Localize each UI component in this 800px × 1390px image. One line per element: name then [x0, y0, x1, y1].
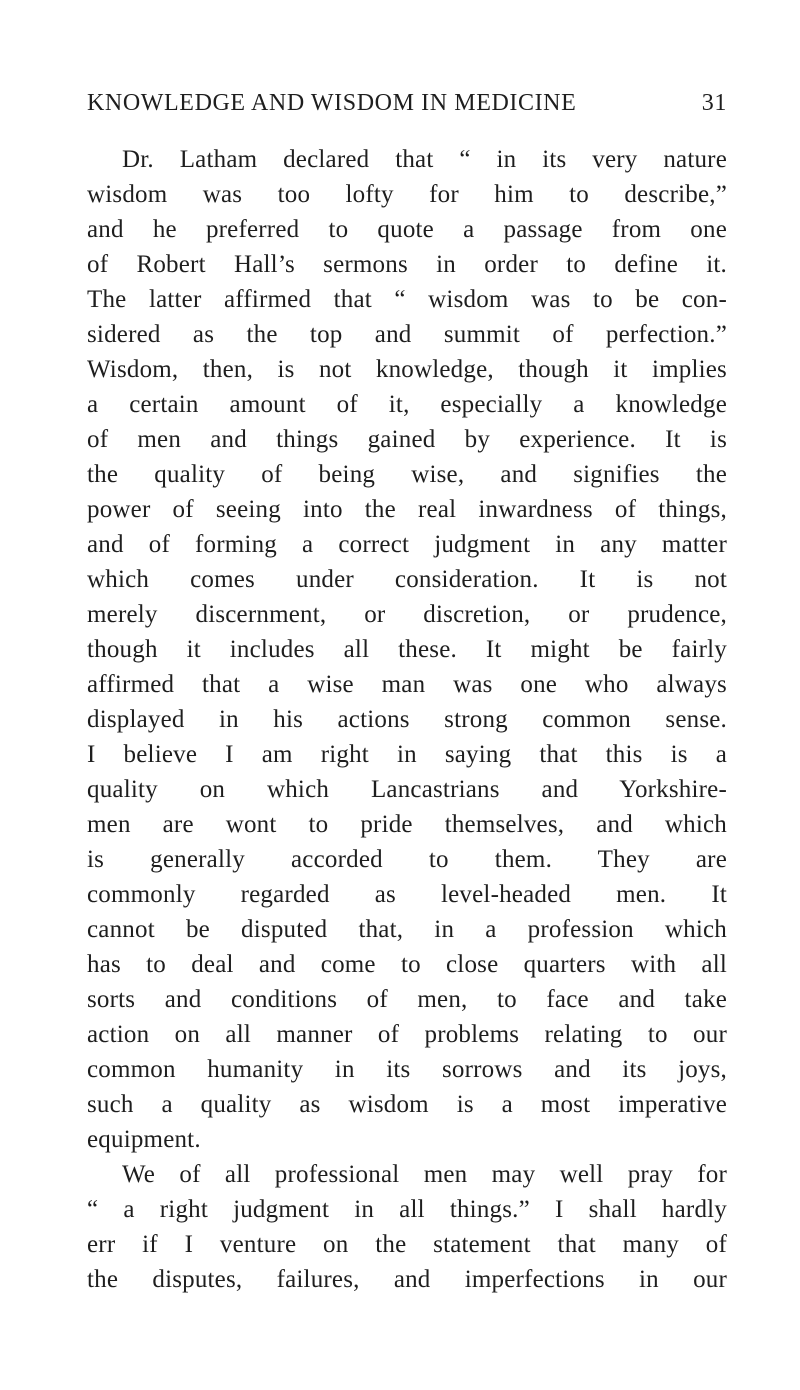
- text-line: has to deal and come to close quarters with all: [87, 951, 727, 978]
- text-line: of men and things gained by experience. It is: [87, 426, 727, 453]
- text-line: wisdom was too lofty for him to describe,”: [87, 181, 727, 208]
- text-line: and he preferred to quote a passage from one: [87, 216, 727, 243]
- text-line: quality on which Lancastrians and Yorkshire-: [87, 776, 727, 803]
- text-line: action on all manner of problems relating to our: [87, 1021, 727, 1048]
- text-line: displayed in his actions strong common sense.: [87, 706, 727, 733]
- text-line: merely discernment, or discretion, or prudence,: [87, 601, 727, 628]
- text-line: of Robert Hall’s sermons in order to define it.: [87, 251, 727, 278]
- text-line: commonly regarded as level-headed men. It: [87, 881, 727, 908]
- text-line: the quality of being wise, and signifies the: [87, 461, 727, 488]
- text-line: affirmed that a wise man was one who always: [87, 671, 727, 698]
- page-number: 31: [701, 90, 727, 116]
- text-line: err if I venture on the statement that many of: [87, 1231, 727, 1258]
- running-head-title: KNOWLEDGE AND WISDOM IN MEDICINE: [87, 90, 577, 116]
- text-line: and of forming a correct judgment in any matter: [87, 531, 727, 558]
- text-line: common humanity in its sorrows and its joys,: [87, 1056, 727, 1083]
- text-line: sorts and conditions of men, to face and take: [87, 986, 727, 1013]
- text-line: a certain amount of it, especially a knowledge: [87, 391, 727, 418]
- text-line: which comes under consideration. It is not: [87, 566, 727, 593]
- text-line: Dr. Latham declared that “ in its very nature: [122, 146, 727, 173]
- text-line: I believe I am right in saying that this is a: [87, 741, 727, 768]
- text-line: Wisdom, then, is not knowledge, though it implies: [87, 356, 727, 383]
- text-line: equipment.: [87, 1126, 201, 1153]
- text-line: such a quality as wisdom is a most imperative: [87, 1091, 727, 1118]
- text-line: is generally accorded to them. They are: [87, 846, 727, 873]
- text-line: sidered as the top and summit of perfection.”: [87, 321, 727, 348]
- text-line: men are wont to pride themselves, and which: [87, 811, 727, 838]
- text-line: The latter affirmed that “ wisdom was to be con-: [87, 286, 727, 313]
- text-line: cannot be disputed that, in a profession which: [87, 916, 727, 943]
- text-line: power of seeing into the real inwardness of things,: [87, 496, 727, 523]
- text-line: “ a right judgment in all things.” I shall hardly: [87, 1196, 727, 1223]
- text-line: though it includes all these. It might be fairly: [87, 636, 727, 663]
- text-line: We of all professional men may well pray for: [122, 1161, 727, 1188]
- text-line: the disputes, failures, and imperfections in our: [87, 1266, 727, 1293]
